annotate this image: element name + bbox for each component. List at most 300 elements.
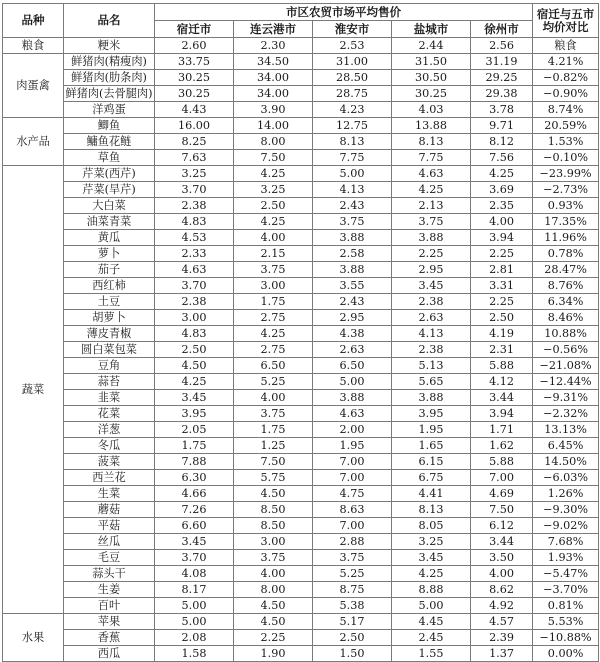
price-cell: 8.50 [234, 518, 313, 534]
price-cell: 16.00 [155, 118, 234, 134]
item-name-cell: 毛豆 [64, 550, 155, 566]
market-group-header: 市区农贸市场平均售价 [155, 4, 533, 21]
price-cell: 8.62 [471, 582, 533, 598]
compare-cell: −23.99% [533, 166, 599, 182]
price-cell: 4.83 [155, 326, 234, 342]
price-cell: 2.44 [392, 38, 471, 54]
table-row [3, 598, 599, 614]
table-row [3, 278, 599, 294]
compare-cell: 4.21% [533, 54, 599, 70]
item-name-cell: 洋鸡蛋 [64, 102, 155, 118]
price-cell: 5.38 [313, 598, 392, 614]
category-cell: 蔬菜 [3, 166, 64, 614]
price-cell: 5.00 [392, 598, 471, 614]
compare-cell: 13.13% [533, 422, 599, 438]
price-cell: 3.25 [392, 534, 471, 550]
price-cell: 4.12 [471, 374, 533, 390]
price-cell: 7.50 [234, 150, 313, 166]
compare-cell: −9.02% [533, 518, 599, 534]
price-cell: 5.25 [234, 374, 313, 390]
price-cell: 2.50 [313, 630, 392, 646]
compare-cell: −21.08% [533, 358, 599, 374]
city-header: 连云港市 [234, 21, 313, 38]
price-cell: 6.50 [313, 358, 392, 374]
price-cell: 1.50 [313, 646, 392, 662]
price-cell: 28.75 [313, 86, 392, 102]
item-name-cell: 豆角 [64, 358, 155, 374]
table-row [3, 582, 599, 598]
price-cell: 4.23 [313, 102, 392, 118]
price-cell: 2.88 [313, 534, 392, 550]
price-cell: 3.00 [155, 310, 234, 326]
price-cell: 2.00 [313, 422, 392, 438]
table-row [3, 246, 599, 262]
item-name-cell: 平菇 [64, 518, 155, 534]
compare-cell: 0.93% [533, 198, 599, 214]
price-cell: 3.78 [471, 102, 533, 118]
compare-cell: −10.88% [533, 630, 599, 646]
price-cell: 4.25 [471, 166, 533, 182]
table-row [3, 166, 599, 182]
compare-cell: 6.34% [533, 294, 599, 310]
compare-cell: 1.93% [533, 550, 599, 566]
city-header: 徐州市 [471, 21, 533, 38]
price-cell: 2.43 [313, 198, 392, 214]
item-name-cell: 芹菜(旱芹) [64, 182, 155, 198]
table-row [3, 230, 599, 246]
table-row [3, 550, 599, 566]
price-cell: 2.38 [155, 198, 234, 214]
item-name-cell: 鲜猪肉(肋条肉) [64, 70, 155, 86]
price-cell: 3.55 [313, 278, 392, 294]
price-cell: 3.45 [392, 278, 471, 294]
category-cell: 水果 [3, 614, 64, 662]
price-cell: 4.75 [313, 486, 392, 502]
price-cell: 2.50 [471, 310, 533, 326]
price-cell: 6.50 [234, 358, 313, 374]
price-cell: 3.50 [471, 550, 533, 566]
price-cell: 3.69 [471, 182, 533, 198]
price-cell: 2.75 [234, 342, 313, 358]
price-cell: 7.26 [155, 502, 234, 518]
price-cell: 5.88 [471, 454, 533, 470]
price-cell: 34.50 [234, 54, 313, 70]
price-cell: 3.00 [234, 534, 313, 550]
compare-cell: 1.26% [533, 486, 599, 502]
price-cell: 4.53 [155, 230, 234, 246]
price-cell: 8.13 [392, 502, 471, 518]
price-cell: 12.75 [313, 118, 392, 134]
category-cell: 粮食 [3, 38, 64, 54]
price-cell: 4.50 [234, 614, 313, 630]
item-name-cell: 草鱼 [64, 150, 155, 166]
price-cell: 34.00 [234, 70, 313, 86]
price-cell: 2.31 [471, 342, 533, 358]
item-name-cell: 鲫鱼 [64, 118, 155, 134]
item-name-cell: 菠菜 [64, 454, 155, 470]
price-cell: 3.88 [313, 230, 392, 246]
compare-cell: 0.00% [533, 646, 599, 662]
compare-cell: 5.53% [533, 614, 599, 630]
item-name-cell: 鲜猪肉(精瘦肉) [64, 54, 155, 70]
price-cell: 14.00 [234, 118, 313, 134]
item-name-cell: 圆白菜包菜 [64, 342, 155, 358]
price-cell: 3.44 [471, 390, 533, 406]
price-cell: 8.05 [392, 518, 471, 534]
compare-cell: −3.70% [533, 582, 599, 598]
table-row [3, 326, 599, 342]
table-row [3, 262, 599, 278]
compare-cell: 8.76% [533, 278, 599, 294]
table-row [3, 518, 599, 534]
price-cell: 4.50 [234, 486, 313, 502]
compare-header-line2: 均价对比 [542, 19, 589, 34]
price-cell: 2.25 [471, 246, 533, 262]
price-cell: 4.63 [313, 406, 392, 422]
price-cell: 3.95 [155, 406, 234, 422]
price-cell: 7.00 [313, 454, 392, 470]
price-cell: 4.00 [471, 566, 533, 582]
price-cell: 2.56 [471, 38, 533, 54]
price-cell: 4.57 [471, 614, 533, 630]
price-cell: 33.75 [155, 54, 234, 70]
price-cell: 1.37 [471, 646, 533, 662]
price-cell: 1.75 [234, 422, 313, 438]
price-cell: 3.45 [392, 550, 471, 566]
price-cell: 7.63 [155, 150, 234, 166]
price-cell: 3.75 [392, 214, 471, 230]
table-row [3, 358, 599, 374]
compare-header-line1: 宿迁与五市 [536, 6, 595, 21]
price-cell: 34.00 [234, 86, 313, 102]
price-cell: 3.25 [155, 166, 234, 182]
price-cell: 2.60 [155, 38, 234, 54]
price-cell: 2.13 [392, 198, 471, 214]
table-row [3, 70, 599, 86]
compare-cell: 粮食 [533, 38, 599, 54]
table-row [3, 86, 599, 102]
city-header: 盐城市 [392, 21, 471, 38]
price-cell: 1.25 [234, 438, 313, 454]
price-cell: 4.25 [234, 214, 313, 230]
price-cell: 4.00 [234, 230, 313, 246]
price-cell: 3.00 [234, 278, 313, 294]
price-cell: 5.00 [313, 374, 392, 390]
price-cell: 2.05 [155, 422, 234, 438]
price-cell: 4.43 [155, 102, 234, 118]
price-cell: 1.71 [471, 422, 533, 438]
compare-cell: −9.31% [533, 390, 599, 406]
price-cell: 8.25 [155, 134, 234, 150]
price-cell: 29.25 [471, 70, 533, 86]
price-cell: 3.94 [471, 230, 533, 246]
price-cell: 30.25 [392, 86, 471, 102]
item-name-cell: 粳米 [64, 38, 155, 54]
price-cell: 8.75 [313, 582, 392, 598]
price-cell: 2.33 [155, 246, 234, 262]
price-cell: 4.19 [471, 326, 533, 342]
compare-cell: 20.59% [533, 118, 599, 134]
price-cell: 4.00 [234, 390, 313, 406]
price-cell: 3.88 [313, 390, 392, 406]
price-cell: 2.75 [234, 310, 313, 326]
table-row [3, 294, 599, 310]
compare-cell: 17.35% [533, 214, 599, 230]
price-table [2, 3, 599, 662]
table-row [3, 38, 599, 54]
price-cell: 3.75 [234, 550, 313, 566]
price-cell: 1.75 [155, 438, 234, 454]
table-row [3, 646, 599, 662]
compare-cell: 28.47% [533, 262, 599, 278]
price-cell: 4.25 [234, 326, 313, 342]
price-cell: 5.13 [392, 358, 471, 374]
price-cell: 2.15 [234, 246, 313, 262]
item-name-cell: 丝瓜 [64, 534, 155, 550]
price-cell: 4.63 [155, 262, 234, 278]
price-cell: 8.50 [234, 502, 313, 518]
item-name-cell: 黄瓜 [64, 230, 155, 246]
price-cell: 2.81 [471, 262, 533, 278]
price-cell: 3.70 [155, 182, 234, 198]
price-cell: 5.00 [155, 614, 234, 630]
price-cell: 2.53 [313, 38, 392, 54]
price-cell: 5.75 [234, 470, 313, 486]
table-row [3, 502, 599, 518]
price-cell: 8.63 [313, 502, 392, 518]
table-row [3, 54, 599, 70]
price-cell: 2.38 [392, 294, 471, 310]
price-cell: 4.63 [392, 166, 471, 182]
price-cell: 2.63 [313, 342, 392, 358]
price-cell: 4.83 [155, 214, 234, 230]
compare-cell: −0.10% [533, 150, 599, 166]
compare-cell: −0.56% [533, 342, 599, 358]
item-name-cell: 西兰花 [64, 470, 155, 486]
price-cell: 4.25 [392, 566, 471, 582]
price-cell: 8.00 [234, 582, 313, 598]
item-name-cell: 油菜青菜 [64, 214, 155, 230]
table-row [3, 486, 599, 502]
price-cell: 30.25 [155, 70, 234, 86]
price-cell: 4.00 [471, 214, 533, 230]
table-row [3, 118, 599, 134]
price-cell: 4.25 [392, 182, 471, 198]
compare-cell: −6.03% [533, 470, 599, 486]
price-cell: 2.58 [313, 246, 392, 262]
price-cell: 31.50 [392, 54, 471, 70]
price-cell: 7.50 [471, 502, 533, 518]
price-cell: 3.94 [471, 406, 533, 422]
price-cell: 4.13 [313, 182, 392, 198]
price-cell: 7.56 [471, 150, 533, 166]
item-name-cell: 百叶 [64, 598, 155, 614]
price-cell: 1.95 [313, 438, 392, 454]
compare-cell: −12.44% [533, 374, 599, 390]
price-cell: 4.92 [471, 598, 533, 614]
price-cell: 5.25 [313, 566, 392, 582]
price-cell: 8.88 [392, 582, 471, 598]
table-row [3, 566, 599, 582]
price-cell: 2.25 [392, 246, 471, 262]
item-name-cell: 胡萝卜 [64, 310, 155, 326]
price-cell: 7.00 [313, 518, 392, 534]
compare-cell: 14.50% [533, 454, 599, 470]
price-cell: 28.50 [313, 70, 392, 86]
table-row [3, 102, 599, 118]
price-cell: 1.65 [392, 438, 471, 454]
price-cell: 2.25 [471, 294, 533, 310]
price-cell: 5.88 [471, 358, 533, 374]
price-cell: 4.66 [155, 486, 234, 502]
table-row [3, 198, 599, 214]
price-cell: 1.90 [234, 646, 313, 662]
price-cell: 7.88 [155, 454, 234, 470]
table-row [3, 630, 599, 646]
price-cell: 4.69 [471, 486, 533, 502]
price-cell: 1.55 [392, 646, 471, 662]
table-row [3, 134, 599, 150]
price-cell: 3.90 [234, 102, 313, 118]
category-cell: 水产品 [3, 118, 64, 166]
price-cell: 2.50 [155, 342, 234, 358]
price-cell: 5.00 [313, 166, 392, 182]
price-cell: 5.00 [155, 598, 234, 614]
price-cell: 2.63 [392, 310, 471, 326]
item-name-cell: 蒜苔 [64, 374, 155, 390]
price-cell: 2.95 [313, 310, 392, 326]
item-header: 品名 [64, 4, 155, 38]
price-cell: 3.45 [155, 534, 234, 550]
price-cell: 4.41 [392, 486, 471, 502]
price-cell: 3.44 [471, 534, 533, 550]
table-row [3, 150, 599, 166]
table-row [3, 310, 599, 326]
price-cell: 30.25 [155, 86, 234, 102]
table-row [3, 342, 599, 358]
price-cell: 6.12 [471, 518, 533, 534]
price-cell: 3.75 [234, 262, 313, 278]
price-cell: 1.62 [471, 438, 533, 454]
price-cell: 7.75 [392, 150, 471, 166]
price-cell: 2.38 [155, 294, 234, 310]
price-cell: 29.38 [471, 86, 533, 102]
price-cell: 2.08 [155, 630, 234, 646]
item-name-cell: 萝卜 [64, 246, 155, 262]
compare-cell: −0.82% [533, 70, 599, 86]
item-name-cell: 韭菜 [64, 390, 155, 406]
price-cell: 30.50 [392, 70, 471, 86]
compare-cell: 6.45% [533, 438, 599, 454]
city-header: 宿迁市 [155, 21, 234, 38]
price-cell: 8.13 [313, 134, 392, 150]
price-cell: 6.30 [155, 470, 234, 486]
table-header [3, 4, 599, 38]
table-row [3, 374, 599, 390]
price-cell: 7.50 [234, 454, 313, 470]
price-cell: 3.75 [234, 406, 313, 422]
category-cell: 肉蛋禽 [3, 54, 64, 118]
table-row [3, 390, 599, 406]
item-name-cell: 花菜 [64, 406, 155, 422]
price-cell: 8.12 [471, 134, 533, 150]
price-cell: 4.13 [392, 326, 471, 342]
price-cell: 1.95 [392, 422, 471, 438]
compare-cell: −5.47% [533, 566, 599, 582]
price-cell: 7.75 [313, 150, 392, 166]
price-cell: 4.08 [155, 566, 234, 582]
price-cell: 2.35 [471, 198, 533, 214]
item-name-cell: 鲜猪肉(去骨腿肉) [65, 87, 153, 100]
price-cell: 4.25 [155, 374, 234, 390]
price-cell: 2.43 [313, 294, 392, 310]
price-cell: 3.75 [313, 214, 392, 230]
price-cell: 5.65 [392, 374, 471, 390]
price-cell: 3.45 [155, 390, 234, 406]
price-cell: 2.30 [234, 38, 313, 54]
price-cell: 3.31 [471, 278, 533, 294]
price-cell: 5.17 [313, 614, 392, 630]
price-cell: 3.88 [392, 230, 471, 246]
item-name-cell: 香蕉 [64, 630, 155, 646]
compare-cell: 0.78% [533, 246, 599, 262]
price-cell: 7.00 [313, 470, 392, 486]
table-row [3, 534, 599, 550]
item-name-cell: 茄子 [64, 262, 155, 278]
price-cell: 6.75 [392, 470, 471, 486]
city-header: 淮安市 [313, 21, 392, 38]
item-name-cell: 蘑菇 [64, 502, 155, 518]
price-cell: 13.88 [392, 118, 471, 134]
compare-cell: 10.88% [533, 326, 599, 342]
price-cell: 4.38 [313, 326, 392, 342]
table-row [3, 470, 599, 486]
compare-header [533, 4, 599, 38]
table-row [3, 406, 599, 422]
price-cell: 31.00 [313, 54, 392, 70]
compare-cell: 8.46% [533, 310, 599, 326]
table-row [3, 454, 599, 470]
price-cell: 2.50 [234, 198, 313, 214]
price-cell: 6.60 [155, 518, 234, 534]
price-cell: 3.88 [392, 390, 471, 406]
price-cell: 3.95 [392, 406, 471, 422]
compare-cell: −2.32% [533, 406, 599, 422]
price-cell: 3.70 [155, 550, 234, 566]
compare-cell: 7.68% [533, 534, 599, 550]
item-name-cell: 大白菜 [64, 198, 155, 214]
compare-cell: −0.90% [533, 86, 599, 102]
compare-cell: 11.96% [533, 230, 599, 246]
price-cell: 3.88 [313, 262, 392, 278]
item-name-cell: 鳙鱼花鲢 [64, 134, 155, 150]
price-cell: 1.58 [155, 646, 234, 662]
price-cell: 2.25 [234, 630, 313, 646]
compare-cell: 8.74% [533, 102, 599, 118]
price-cell: 3.25 [234, 182, 313, 198]
price-cell: 6.15 [392, 454, 471, 470]
item-name-cell: 冬瓜 [64, 438, 155, 454]
table-row [3, 438, 599, 454]
item-name-cell: 西瓜 [64, 646, 155, 662]
price-cell: 4.03 [392, 102, 471, 118]
price-cell: 1.75 [234, 294, 313, 310]
price-cell: 4.25 [234, 166, 313, 182]
price-cell: 9.71 [471, 118, 533, 134]
price-cell: 2.39 [471, 630, 533, 646]
item-name-cell: 芹菜(西芹) [64, 166, 155, 182]
price-cell: 4.45 [392, 614, 471, 630]
